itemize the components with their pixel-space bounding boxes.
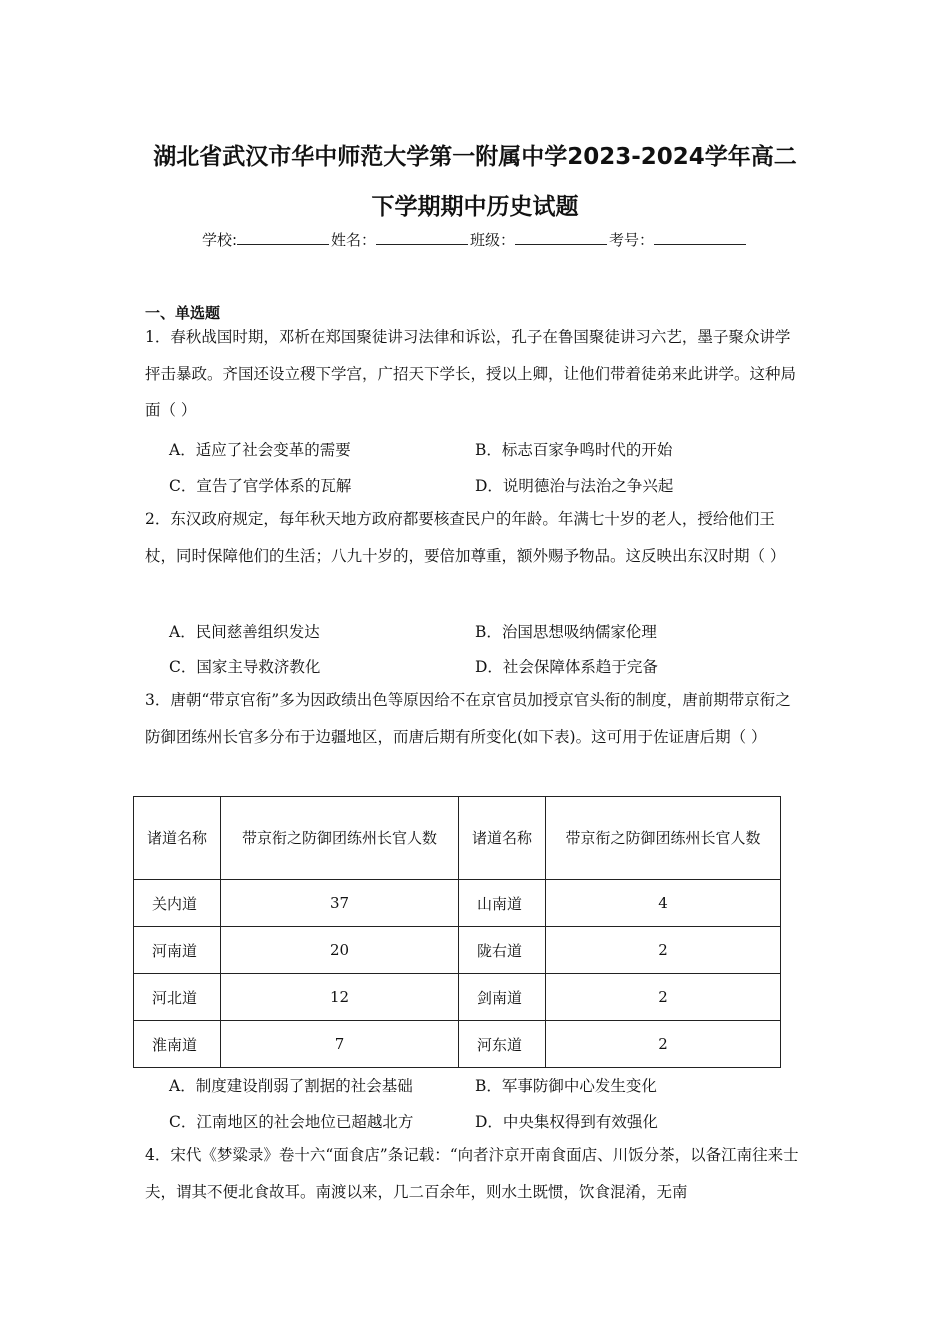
q1-option-b[interactable]: B．标志百家争鸣时代的开始 <box>475 441 673 459</box>
class-label: 班级： <box>470 231 516 249</box>
school-label: 学校: <box>201 231 237 249</box>
table-cell: 7 <box>221 1021 459 1068</box>
question-3-text: 3．唐朝“带京官衔”多为因政绩出色等原因给不在京官员加授京官头衔的制度，唐前期带京衔之防御团练州长官多分布于边疆地区，而唐后期有所变化(如下表)。这可用于佐证唐后期（ ） <box>145 691 791 746</box>
table-cell: 关内道 <box>134 880 221 927</box>
table-cell: 淮南道 <box>134 1021 221 1068</box>
number-blank[interactable] <box>654 230 746 245</box>
table-cell: 剑南道 <box>459 974 546 1021</box>
q2-option-a[interactable]: A．民间慈善组织发达 <box>169 623 320 641</box>
q3-option-d[interactable]: D．中央集权得到有效强化 <box>475 1113 658 1131</box>
class-blank[interactable] <box>515 230 607 245</box>
question-2-text: 2．东汉政府规定，每年秋天地方政府都要核查民户的年龄。年满七十岁的老人，授给他们王杖，同时保障他们的生活；八九十岁的，要倍加尊重，额外赐予物品。这反映出东汉时期（ ） <box>145 510 786 565</box>
q2-option-d[interactable]: D．社会保障体系趋于完备 <box>475 658 658 676</box>
table-cell: 山南道 <box>459 880 546 927</box>
table-cell: 2 <box>546 927 781 974</box>
section-title: 一、单选题 <box>145 304 221 322</box>
q3-option-c[interactable]: C．江南地区的社会地位已超越北方 <box>169 1113 414 1131</box>
table-row <box>134 974 781 1021</box>
table-cell: 陇右道 <box>459 927 546 974</box>
table-header-cell: 诸道名称 <box>134 797 221 880</box>
name-label: 姓名： <box>331 231 377 249</box>
table-cell: 37 <box>221 880 459 927</box>
q1-option-c[interactable]: C．宣告了官学体系的瓦解 <box>169 477 352 495</box>
table-cell: 2 <box>546 974 781 1021</box>
q3-option-a[interactable]: A．制度建设削弱了割据的社会基础 <box>169 1077 413 1095</box>
table-cell: 河北道 <box>134 974 221 1021</box>
name-blank[interactable] <box>376 230 468 245</box>
q2-option-c[interactable]: C．国家主导救济教化 <box>169 658 321 676</box>
exam-title-line1: 湖北省武汉市华中师范大学第一附属中学2023-2024学年高二 <box>153 144 797 170</box>
table-cell: 12 <box>221 974 459 1021</box>
school-blank[interactable] <box>237 230 329 245</box>
table-header-cell: 带京衔之防御团练州长官人数 <box>221 797 459 880</box>
table-cell: 2 <box>546 1021 781 1068</box>
table-header-cell: 诸道名称 <box>459 797 546 880</box>
table-cell: 河东道 <box>459 1021 546 1068</box>
q1-option-d[interactable]: D．说明德治与法治之争兴起 <box>475 477 674 495</box>
tang-officials-table <box>133 796 781 1068</box>
question-1-text: 1．春秋战国时期，邓析在郑国聚徒讲习法律和诉讼，孔子在鲁国聚徒讲习六艺，墨子聚众讲学抨击暴政。齐国还设立稷下学宫，广招天下学长，授以上卿，让他们带着徒弟来此讲学。这种局面（ ） <box>145 328 797 419</box>
table-cell: 河南道 <box>134 927 221 974</box>
table-header-cell: 带京衔之防御团练州长官人数 <box>546 797 781 880</box>
q1-option-a[interactable]: A．适应了社会变革的需要 <box>169 441 351 459</box>
table-row <box>134 880 781 927</box>
q2-option-b[interactable]: B．治国思想吸纳儒家伦理 <box>475 623 657 641</box>
question-4-text: 4．宋代《梦粱录》卷十六“面食店”条记载：“向者汴京开南食面店、川饭分茶，以备江南往来士夫，谓其不便北食故耳。南渡以来，几二百余年，则水土既惯，饮食混淆，无南 <box>145 1146 799 1201</box>
table-row <box>134 1021 781 1068</box>
table-cell: 4 <box>546 880 781 927</box>
table-header-row <box>134 797 781 880</box>
table-row <box>134 927 781 974</box>
student-info-fields <box>0 229 950 250</box>
table-cell: 20 <box>221 927 459 974</box>
exam-title-line2: 下学期期中历史试题 <box>371 194 579 220</box>
number-label: 考号： <box>609 231 655 249</box>
q3-option-b[interactable]: B．军事防御中心发生变化 <box>475 1077 657 1095</box>
